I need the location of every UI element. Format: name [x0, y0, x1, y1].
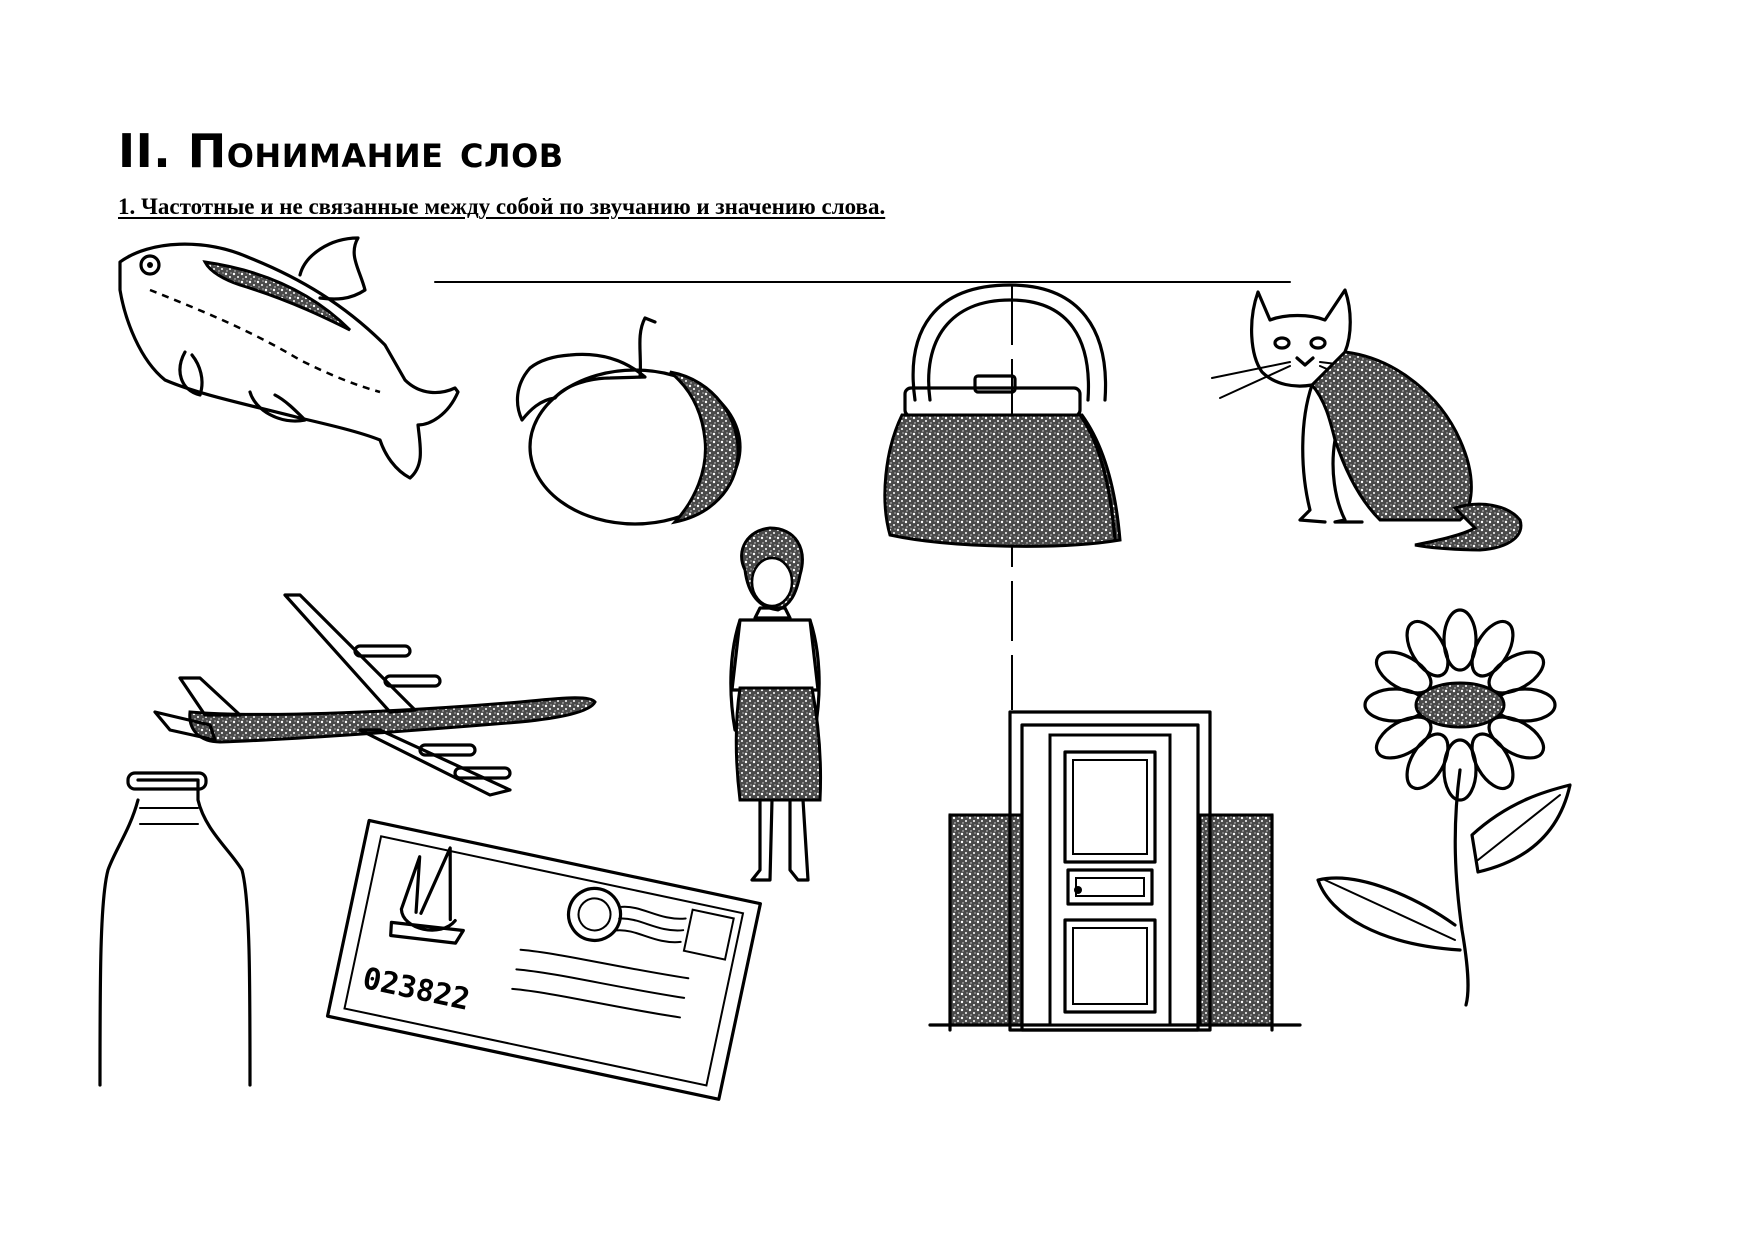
page-title: II. Понимание слов: [118, 124, 564, 178]
apple-icon: [517, 318, 740, 524]
fish-icon: [120, 238, 458, 478]
door-icon: [930, 712, 1300, 1030]
handbag-icon: [885, 285, 1120, 546]
woman-icon: [731, 528, 821, 880]
airplane-icon: [155, 595, 595, 795]
envelope-icon: [328, 820, 761, 1099]
envelope-postcode: 023822: [359, 961, 473, 1018]
bottle-icon: [100, 773, 250, 1085]
section-subtitle: 1. Частотные и не связанные между собой по звучанию и значению слова.: [118, 194, 886, 219]
cat-icon: [1212, 290, 1521, 550]
flower-icon: [1318, 610, 1570, 1005]
